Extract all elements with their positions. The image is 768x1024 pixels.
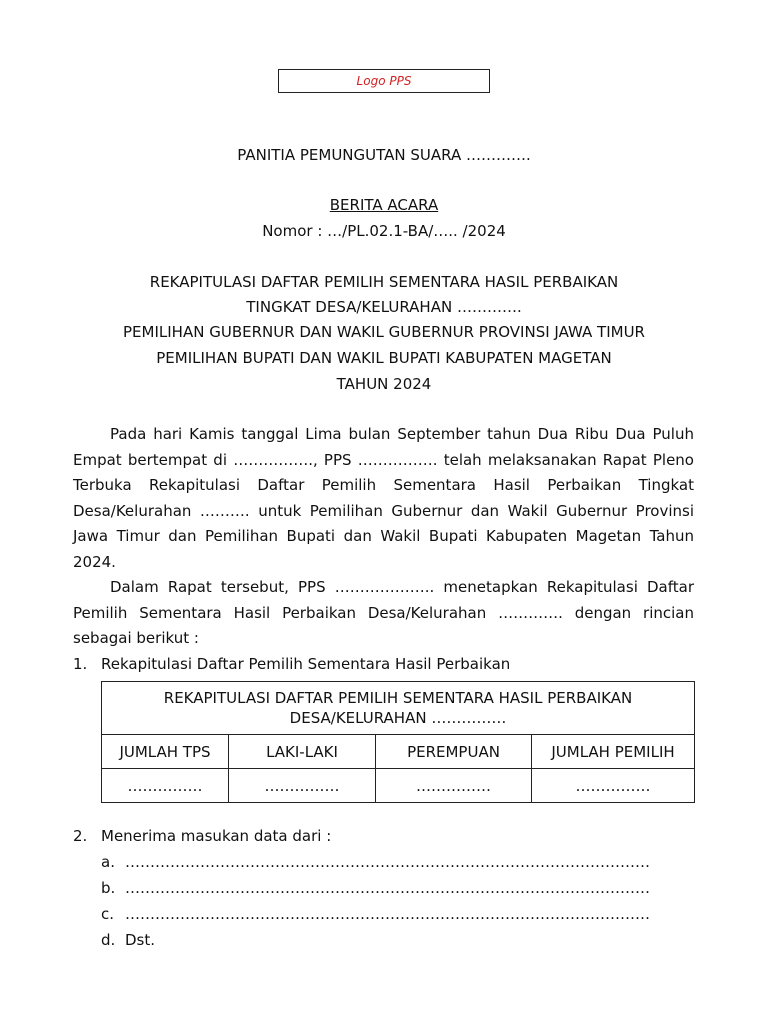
- table-title-cell: [102, 682, 695, 735]
- doc-number: Nomor : …/PL.02.1-BA/….. /2024: [262, 222, 506, 240]
- list-item-2-text: Menerima masukan data dari :: [101, 827, 332, 845]
- table-header-cell: LAKI-LAKI: [229, 735, 376, 769]
- table-header-cell: PEREMPUAN: [376, 735, 532, 769]
- title-line-4: PEMILIHAN BUPATI DAN WAKIL BUPATI KABUPATEN MAGETAN: [156, 349, 612, 367]
- table-cell: ……………: [376, 769, 532, 803]
- table-header-cell: JUMLAH TPS: [102, 735, 229, 769]
- doc-type-line: [0, 195, 768, 215]
- logo-placeholder: [278, 69, 490, 93]
- table-cell: ……………: [229, 769, 376, 803]
- table-header-row: [102, 735, 695, 769]
- table-title-line-2: DESA/KELURAHAN ……………: [289, 709, 507, 727]
- table-cell: ……………: [532, 769, 695, 803]
- committee-name: PANITIA PEMUNGUTAN SUARA ………….: [237, 146, 531, 164]
- body-paragraph-1: Pada hari Kamis tanggal Lima bulan September tahun Dua Ribu Dua Puluh Empat bertempat di ……………., PPS ……………. telah melaksanakan Rapat Pleno Terbuka Rekapitulasi Daftar Pemilih Sementara Hasil Perbaikan Tingkat Desa/Kelurahan ………. untuk Pemilihan Gubernur dan Wakil Gubernur Provinsi Jawa Timur dan Pemilihan Bupati dan Wakil Bupati Kabupaten Magetan Tahun 2024.: [73, 425, 694, 571]
- sub-item-text: ……………………………………………………………………………………………: [125, 905, 650, 923]
- table-title-row: [102, 682, 695, 735]
- doc-type: BERITA ACARA: [329, 196, 439, 214]
- title-line-2: TINGKAT DESA/KELURAHAN ………….: [246, 298, 522, 316]
- sub-item-text: Dst.: [125, 931, 156, 949]
- sub-item-letter: d.: [101, 931, 116, 949]
- body-paragraph-2: Dalam Rapat tersebut, PPS ……………….. menetapkan Rekapitulasi Daftar Pemilih Sementara Hasil Perbaikan Desa/Kelurahan …………. dengan rincian sebagai berikut :: [73, 578, 694, 647]
- title-line-5: TAHUN 2024: [336, 375, 432, 393]
- table-row: [102, 769, 695, 803]
- title-line-3: PEMILIHAN GUBERNUR DAN WAKIL GUBERNUR PROVINSI JAWA TIMUR: [123, 323, 645, 341]
- list-item-1-number: 1.: [73, 655, 88, 673]
- table-title-line-1: REKAPITULASI DAFTAR PEMILIH SEMENTARA HASIL PERBAIKAN: [163, 689, 633, 707]
- logo-label: Logo PPS: [356, 74, 412, 88]
- sub-item-text: ……………………………………………………………………………………………: [125, 879, 650, 897]
- table-cell: ……………: [102, 769, 229, 803]
- list-item-2-number: 2.: [73, 827, 88, 845]
- rekap-table: [101, 681, 695, 803]
- title-line-1: REKAPITULASI DAFTAR PEMILIH SEMENTARA HASIL PERBAIKAN: [149, 273, 619, 291]
- sub-item-letter: c.: [101, 905, 115, 923]
- table-header-cell: JUMLAH PEMILIH: [532, 735, 695, 769]
- list-item-1-text: Rekapitulasi Daftar Pemilih Sementara Hasil Perbaikan: [101, 655, 511, 673]
- sub-item-letter: a.: [101, 853, 115, 871]
- sub-item-letter: b.: [101, 879, 116, 897]
- sub-item-text: ……………………………………………………………………………………………: [125, 853, 650, 871]
